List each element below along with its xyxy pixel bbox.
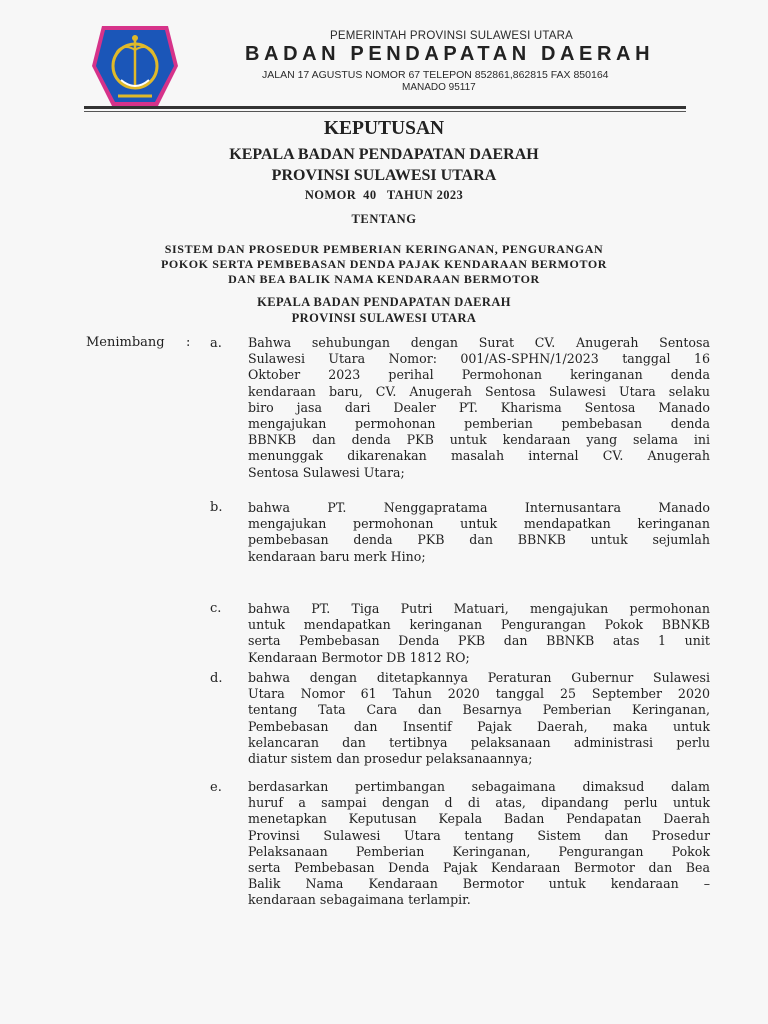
item-line: Pelaksanaan Pemberian Keringanan, Pengurangan Pokok <box>248 843 710 859</box>
item-line: Provinsi Sulawesi Utara tentang Sistem dan Prosedur <box>248 827 710 843</box>
document-title: KEPUTUSAN <box>323 118 445 139</box>
item-line: mengajukan permohonan untuk mendapatkan keringanan <box>248 516 710 532</box>
item-line: kendaraan baru merk Hino; <box>248 548 426 564</box>
considering-label: Menimbang <box>86 335 165 350</box>
list-item <box>248 670 710 767</box>
item-line: bahwa dengan ditetapkannya Peraturan Gubernur Sulawesi <box>248 670 710 685</box>
item-line: Kendaraan Bermotor DB 1812 RO; <box>248 649 470 665</box>
provincial-emblem-icon <box>88 16 182 112</box>
subject-line: DAN BEA BALIK NAMA KENDARAAN BERMOTOR <box>228 272 540 286</box>
item-line: Utara Nomor 61 Tahun 2020 tanggal 25 September 2020 <box>248 686 710 702</box>
issuing-province: PROVINSI SULAWESI UTARA <box>271 167 497 184</box>
list-item <box>248 601 710 666</box>
item-line: kendaraan baru, CV. Anugerah Sentosa Sulawesi Utara selaku <box>248 383 710 399</box>
item-line: kelancaran dan tertibnya pelaksanaan administrasi perlu <box>248 734 710 750</box>
item-letter: e. <box>210 780 222 795</box>
signatory-province: PROVINSI SULAWESI UTARA <box>291 311 477 325</box>
list-item <box>248 335 710 481</box>
item-line: BBNKB dan denda PKB untuk kendaraan yang selama ini <box>248 432 710 448</box>
item-line: diatur sistem dan prosedur pelaksanaannya; <box>248 750 533 766</box>
item-line: serta Pembebasan Denda Pajak Kendaraan Bermotor dan Bea <box>248 859 710 875</box>
list-item <box>248 500 710 565</box>
item-line: huruf a sampai dengan d di atas, dipandang perlu untuk <box>248 795 710 811</box>
letterhead-city: MANADO 95117 <box>402 82 476 93</box>
item-line: Pembebasan dan Insentif Pajak Daerah, maka untuk <box>248 718 710 734</box>
letterhead-government: PEMERINTAH PROVINSI SULAWESI UTARA <box>330 30 574 42</box>
item-line: berdasarkan pertimbangan sebagaimana dimaksud dalam <box>248 779 710 794</box>
item-line: pembebasan denda PKB dan BBNKB untuk sejumlah <box>248 532 710 548</box>
about-label: TENTANG <box>351 212 417 226</box>
item-line: Oktober 2023 perihal Permohonan keringanan denda <box>248 367 710 383</box>
item-line: menetapkan Keputusan Kepala Badan Pendapatan Daerah <box>248 811 710 827</box>
letterhead-rule <box>84 106 686 109</box>
item-line: mengajukan permohonan pemberian pembebasan denda <box>248 415 710 431</box>
letterhead-agency: BADAN PENDAPATAN DAERAH <box>245 43 655 65</box>
item-line: untuk mendapatkan keringanan Pengurangan Pokok BBNKB <box>248 617 710 633</box>
list-item <box>248 779 710 909</box>
subject-line: SISTEM DAN PROSEDUR PEMBERIAN KERINGANAN, PENGURANGAN <box>164 242 604 256</box>
item-line: menunggak dikarenakan masalah internal CV. Anugerah <box>248 448 710 464</box>
subject-line: POKOK SERTA PEMBEBASAN DENDA PAJAK KENDARAAN BERMOTOR <box>160 257 608 271</box>
signatory-title: KEPALA BADAN PENDAPATAN DAERAH <box>257 295 511 309</box>
considering-colon: : <box>186 335 191 350</box>
item-line: Sentosa Sulawesi Utara; <box>248 464 405 480</box>
item-line: Sulawesi Utara Nomor: 001/AS-SPHN/1/2023 tanggal 16 <box>248 351 710 367</box>
letterhead-rule-thin <box>84 111 686 112</box>
item-line: Balik Nama Kendaraan Bermotor untuk kendaraan – <box>248 876 710 892</box>
item-line: biro jasa dari Dealer PT. Kharisma Sentosa Manado <box>248 399 710 415</box>
item-line: Bahwa sehubungan dengan Surat CV. Anugerah Sentosa <box>248 335 710 350</box>
item-line: bahwa PT. Nenggapratama Internusantara Manado <box>248 500 710 515</box>
item-letter: c. <box>210 601 222 616</box>
decree-number: NOMOR 40 TAHUN 2023 <box>304 188 464 202</box>
item-line: bahwa PT. Tiga Putri Matuari, mengajukan permohonan <box>248 601 710 616</box>
item-line: kendaraan sebagaimana terlampir. <box>248 892 471 908</box>
item-letter: a. <box>210 336 222 351</box>
item-letter: d. <box>210 671 223 686</box>
item-letter: b. <box>210 500 223 515</box>
item-line: serta Pembebasan Denda PKB dan BBNKB atas 1 unit <box>248 633 710 649</box>
item-line: tentang Tata Cara dan Besarnya Pemberian Keringanan, <box>248 702 710 718</box>
letterhead-address: JALAN 17 AGUSTUS NOMOR 67 TELEPON 852861,862815 FAX 850164 <box>262 69 609 81</box>
issuing-office: KEPALA BADAN PENDAPATAN DAERAH <box>229 146 539 163</box>
